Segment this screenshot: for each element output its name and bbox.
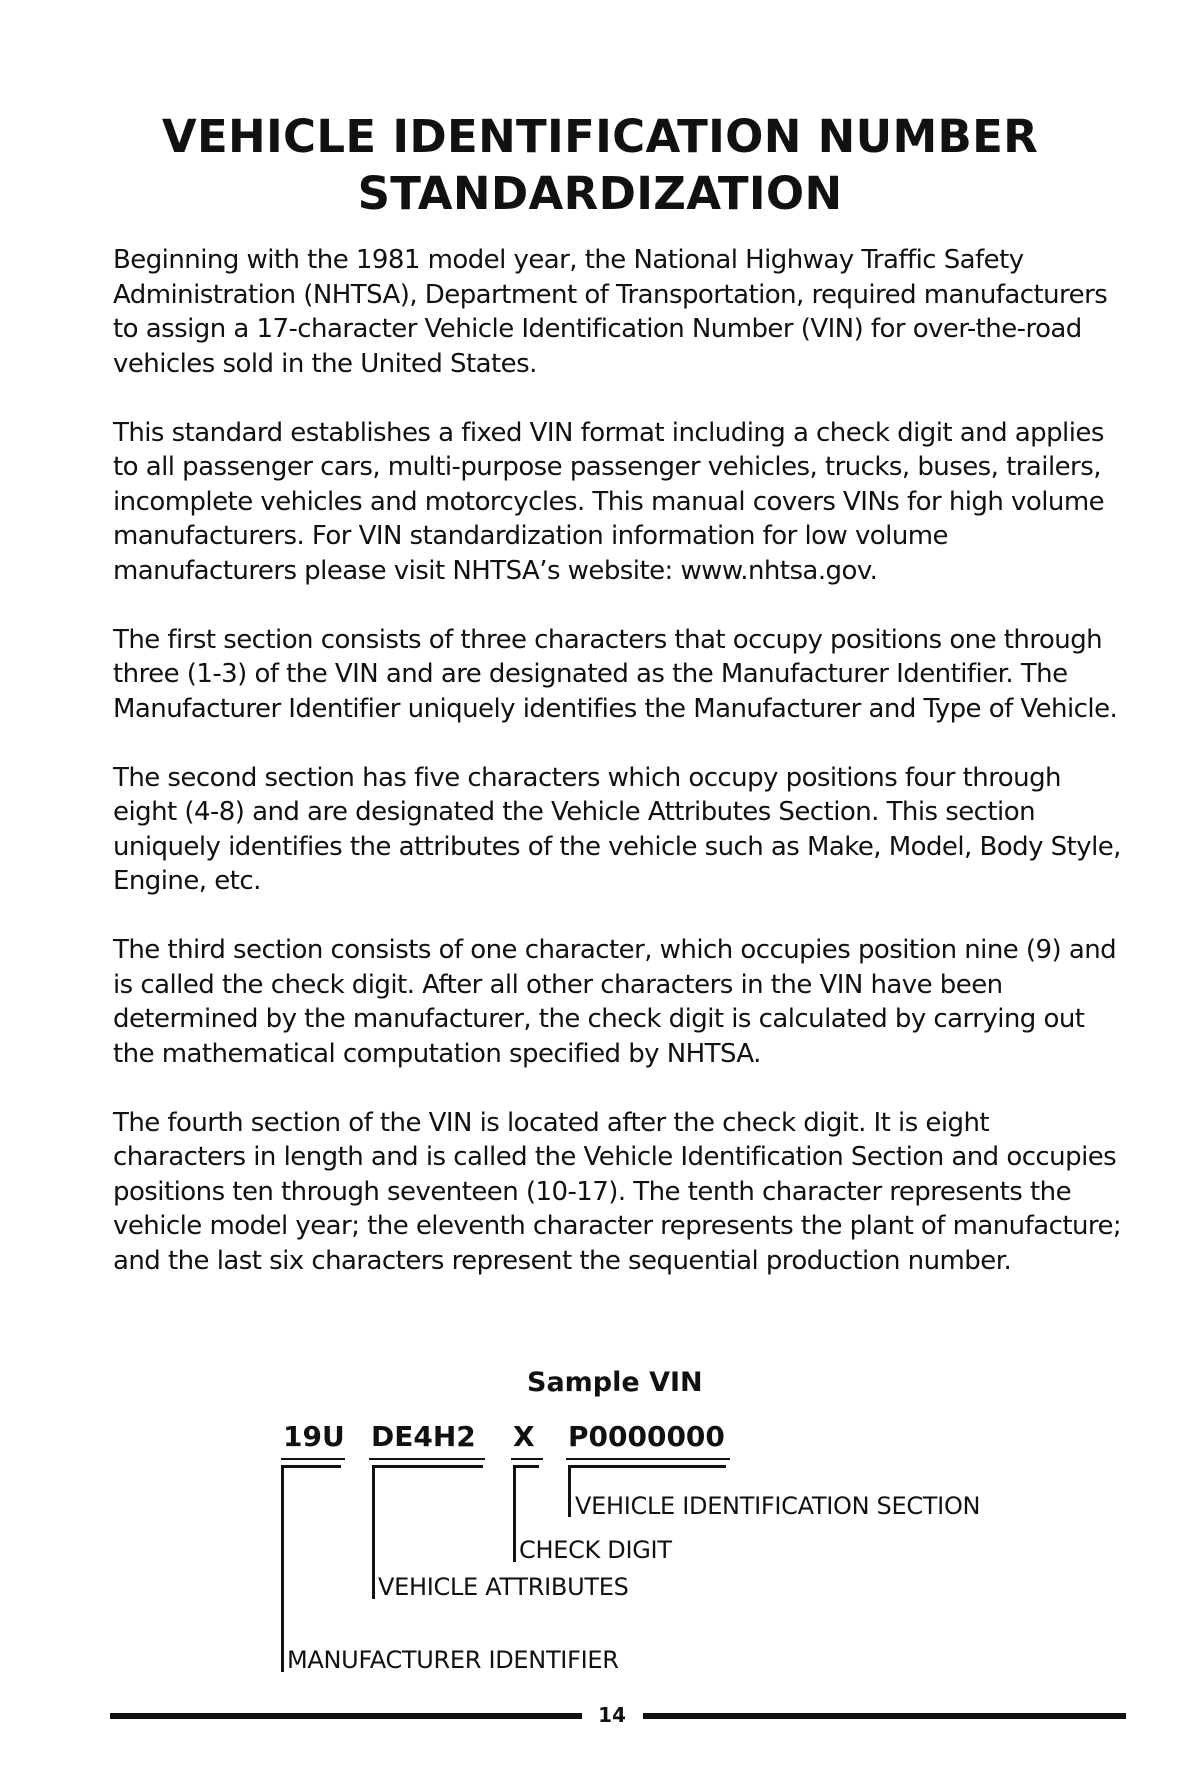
label-check-digit: CHECK DIGIT [519,1536,672,1564]
vin-underline-manufacturer [281,1458,345,1460]
page-number: 14 [598,1703,626,1727]
paragraph-second-section: The second section has five characters which occupy positions four through eight (4-8) and are designated the Vehicle Attributes Section. This section uniquely identifies the attributes of the vehicle such as Make, Model, Body Style, Engine, etc. [113,762,1121,896]
sample-vin-heading: Sample VIN [527,1367,703,1398]
bracket-side-manufacturer [281,1465,284,1672]
vin-underline-vis [566,1458,730,1460]
vin-part-attributes: DE4H2 [371,1420,476,1453]
vin-underline-attributes [369,1458,485,1460]
bracket-side-attributes [372,1465,375,1599]
label-vehicle-identification-section: VEHICLE IDENTIFICATION SECTION [575,1492,981,1520]
page-title [0,108,1200,222]
vin-part-manufacturer: 19U [283,1420,345,1453]
bracket-top-check-digit [513,1465,539,1468]
bracket-top-manufacturer [281,1465,341,1468]
label-manufacturer-identifier: MANUFACTURER IDENTIFIER [287,1646,619,1674]
body-text [113,243,1123,1313]
footer-rule-left [110,1713,582,1719]
paragraph-fourth-section: The fourth section of the VIN is located after the check digit. It is eight characters in length and is called the Vehicle Identification Section and occupies positions ten through seventeen (10-17). The tenth character represents the vehicle model year; the eleventh character represents the plant of manufacture; and the last six characters represent the sequential production number. [113,1107,1122,1276]
bracket-top-vis [568,1465,726,1468]
bracket-side-vis [568,1465,571,1517]
page-title-line-2: STANDARDIZATION [357,167,843,220]
vin-underline-check-digit [511,1458,543,1460]
paragraph-intro: Beginning with the 1981 model year, the National Highway Traffic Safety Administration (NHTSA), Department of Transportation, required manufacturers to assign a 17-character Vehicle Identification Number (VIN) for over-the-road vehicles sold in the United States. [113,245,1108,379]
paragraph-third-section: The third section consists of one character, which occupies position nine (9) and is called the check digit. After all other characters in the VIN have been determined by the manufacturer, the check digit is calculated by carrying out the mathematical computation specified by NHTSA. [113,935,1117,1069]
bracket-top-attributes [372,1465,483,1468]
label-vehicle-attributes: VEHICLE ATTRIBUTES [378,1573,629,1601]
bracket-side-check-digit [513,1465,516,1562]
vin-part-vis: P0000000 [568,1420,725,1453]
paragraph-standard: This standard establishes a fixed VIN format including a check digit and applies to all passenger cars, multi-purpose passenger vehicles, trucks, buses, trailers, incomplete vehicles and motorcycles. This manual covers VINs for high volume manufacturers. For VIN standardization information for low volume manufacturers please visit NHTSA’s website: www.nhtsa.gov. [113,417,1105,586]
footer-rule-right [643,1713,1126,1719]
vin-part-check-digit: X [513,1420,535,1453]
page-title-line-1: VEHICLE IDENTIFICATION NUMBER [161,110,1039,163]
paragraph-first-section: The first section consists of three characters that occupy positions one through three (1-3) of the VIN and are designated as the Manufacturer Identifier. The Manufacturer Identifier uniquely identifies the Manufacturer and Type of Vehicle. [113,624,1118,724]
